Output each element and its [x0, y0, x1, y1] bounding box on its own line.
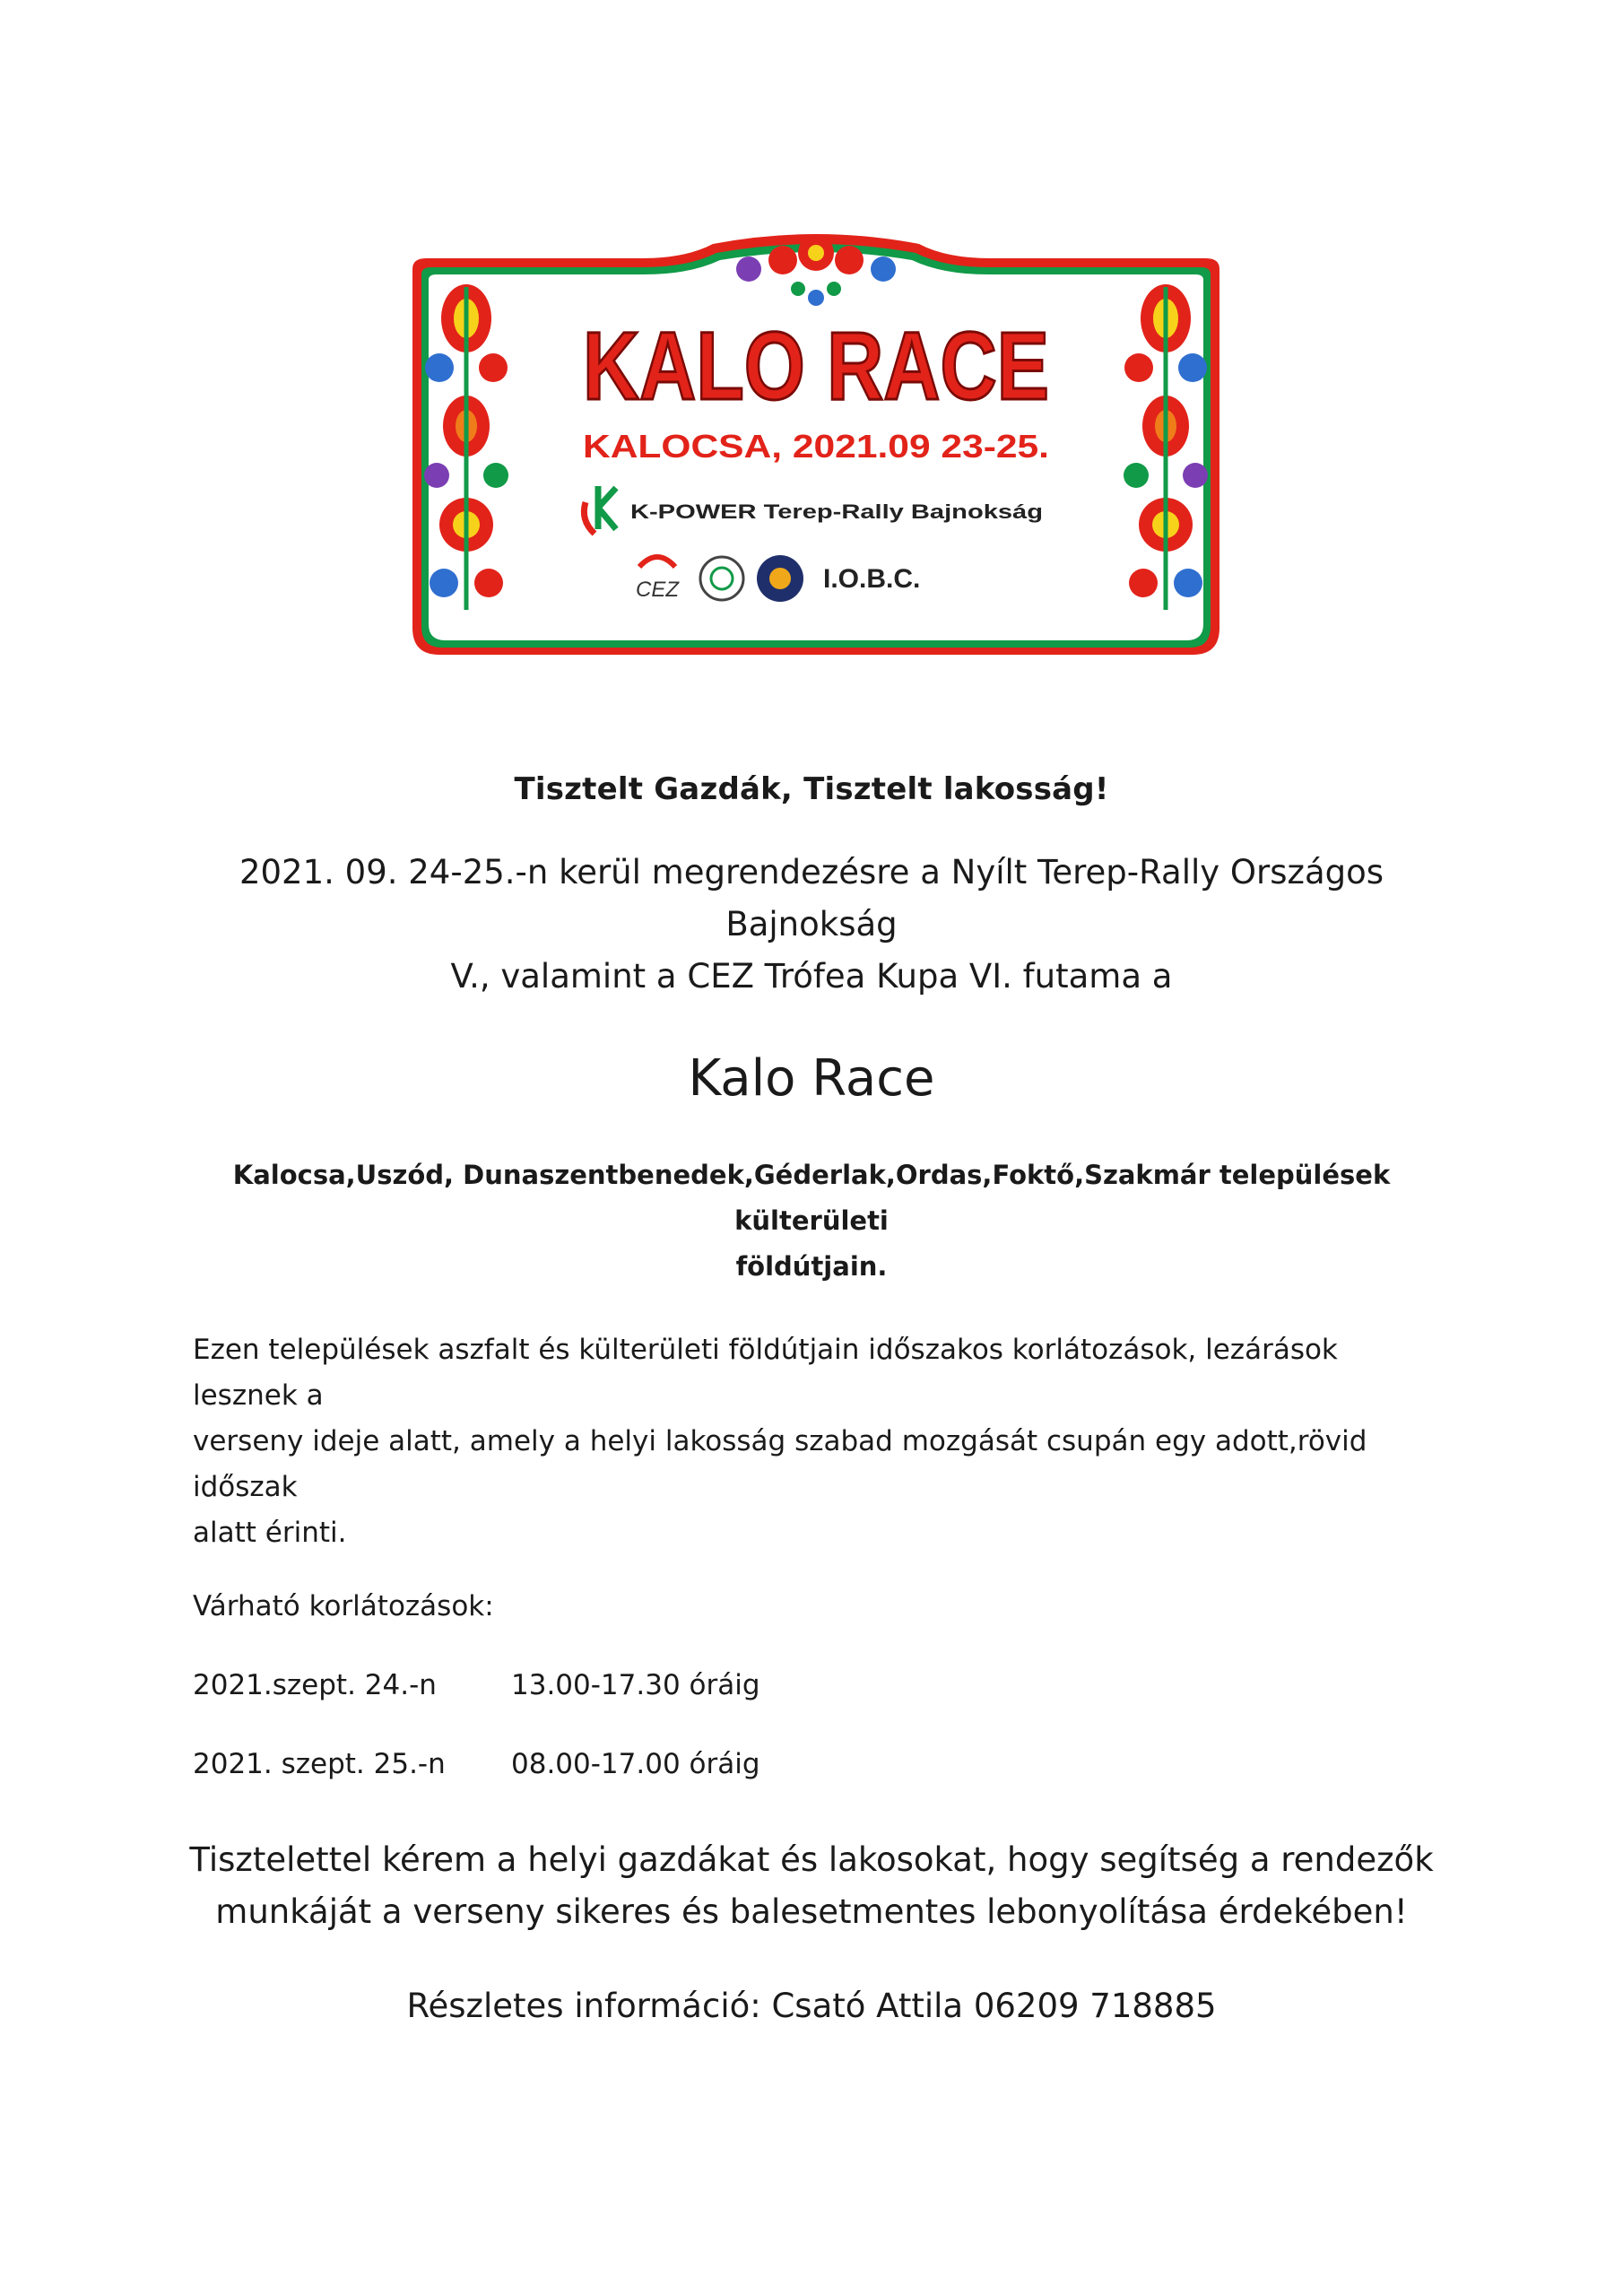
logo-championship: K-POWER Terep-Rally Bajnokság [630, 500, 1043, 523]
locations-paragraph [175, 1152, 1448, 1290]
restriction-date: 2021.szept. 24.-n [193, 1669, 437, 1701]
locations-line: Kalocsa,Uszód, Dunaszentbenedek,Géderlak,Ordas,Foktő,Szakmár települések külterületi [232, 1160, 1391, 1236]
expected-restrictions-label: Várható korlátozások: [193, 1590, 494, 1622]
intro-line: 2021. 09. 24-25.-n kerül megrendezésre a Nyílt Terep-Rally Országos Bajnokság [239, 853, 1384, 944]
restriction-time: 08.00-17.00 óráig [511, 1748, 760, 1780]
mnasz-emblem-icon [757, 555, 803, 602]
description-line: verseny ideje alatt, amely a helyi lakosság szabad mozgását csupán egy adott,rövid időszak [193, 1425, 1367, 1503]
rally-plate-logo [372, 233, 1260, 664]
logo-title: KALO RACE [583, 311, 1049, 420]
locations-line: földútjain. [735, 1251, 888, 1282]
logo-sponsor-cez: CEZ [636, 578, 679, 602]
logo-subtitle: KALOCSA, 2021.09 23-25. [583, 428, 1049, 465]
closing-line: munkáját a verseny sikeres és balesetmentes lebonyolítása érdekében! [215, 1892, 1408, 1931]
restrictions-description [193, 1327, 1448, 1556]
logo-sponsor-iobc: I.O.B.C. [823, 564, 921, 594]
restriction-row [193, 1748, 1623, 1780]
magyar-autosport-emblem-icon [700, 557, 743, 600]
notice-content [0, 771, 1623, 2025]
intro-line: V., valamint a CEZ Trófea Kupa VI. futama a [450, 957, 1173, 996]
closing-line: Tisztelettel kérem a helyi gazdákat és lakosokat, hogy segítség a rendezők [189, 1840, 1434, 1879]
intro-paragraph [175, 847, 1448, 1003]
closing-paragraph [139, 1834, 1484, 1938]
restriction-time: 13.00-17.30 óráig [511, 1669, 760, 1701]
rally-plate-graphic [372, 233, 1260, 664]
restriction-date: 2021. szept. 25.-n [193, 1748, 446, 1780]
restriction-row [193, 1669, 1623, 1701]
contact-info: Részletes információ: Csató Attila 06209 718885 [406, 1987, 1217, 2025]
greeting: Tisztelt Gazdák, Tisztelt lakosság! [514, 771, 1109, 807]
description-line: Ezen települések aszfalt és külterületi földútjain időszakos korlátozások, lezárások lesznek a [193, 1334, 1338, 1412]
event-title: Kalo Race [688, 1049, 935, 1108]
description-line: alatt érinti. [193, 1517, 347, 1549]
